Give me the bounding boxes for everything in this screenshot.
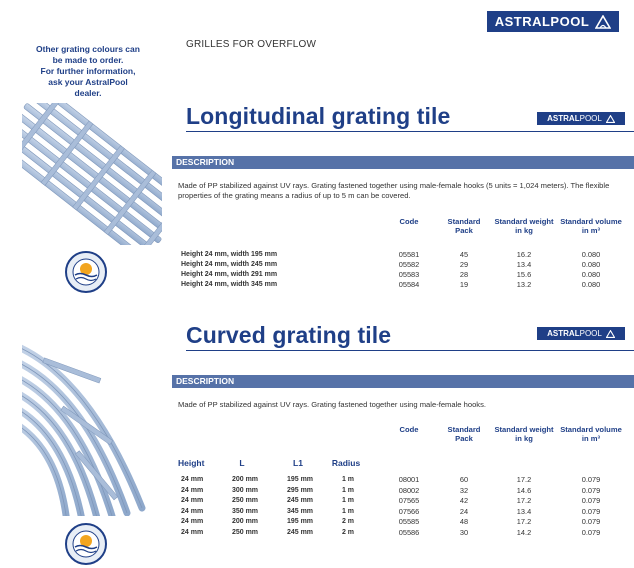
col-header-line: Pack [455,225,473,235]
col-header-pack [440,426,488,443]
row-pack: 19 [459,280,469,289]
description-text: Made of PP stabilized against UV rays. Grating fastened together using male-female hooks (5 units = 1,024 meters). The flexible properties of the grating means a radius of up to 5 m can be covered. [178,181,610,200]
table-row [181,528,626,539]
row-weight: 17.2 [516,475,532,484]
row-label: Height 24 mm, width 291 mm [181,271,278,278]
row-volume: 0.079 [581,527,601,537]
table-row [181,496,626,507]
row-weight: 17.2 [516,517,532,526]
row-weight: 13.4 [516,260,532,269]
row-label: Height 24 mm, width 245 mm [181,261,278,268]
brand-name-thin: POOL [579,114,602,123]
table-row [181,250,626,260]
row-code: 05583 [398,270,420,279]
row-l: 350 mm [231,507,259,515]
row-l1: 245 mm [286,497,314,504]
row-l1: 345 mm [286,507,314,515]
table-row [181,507,626,518]
row-l: 250 mm [231,497,259,504]
row-radius: 1 m [341,486,355,494]
row-pack: 24 [459,506,469,516]
table-row [181,260,626,270]
row-code: 05585 [398,517,420,526]
row-pack: 30 [459,527,469,537]
astralpool-logo [487,11,619,32]
row-radius: 1 m [341,507,355,515]
brand-name-main: ASTRAL [547,329,580,338]
row-radius: 1 m [341,497,355,504]
brand-name-main: ASTRAL [547,114,580,123]
col-header-line: Standard weight [494,425,554,434]
row-pack: 60 [459,475,469,484]
row-l: 250 mm [231,528,259,536]
col-header-line: Pack [455,433,473,443]
row-l: 200 mm [231,476,259,483]
table-row [181,486,626,497]
longitudinal-grating-image [22,103,162,245]
row-height: 24 mm [181,497,204,504]
sidebar-note [32,44,144,99]
row-l: 200 mm [231,518,259,525]
col-header-radius: Radius [331,458,361,468]
table-row [181,475,626,486]
col-header-weight [492,426,556,443]
col-header-l: L [239,458,245,468]
curved-grating-image [22,328,170,516]
row-code: 05584 [398,280,420,289]
description-text: Made of PP stabilized against UV rays. Grating fastened together using male-female hooks. [178,400,486,409]
col-header-volume [558,218,624,235]
row-pack: 45 [459,250,469,259]
col-header-line: Standard volume [560,425,622,434]
table-row [181,280,626,290]
brand-name: ASTRALPOOL [494,14,590,29]
sidebar-note-line: ask your AstralPool [48,77,128,87]
row-weight: 14.6 [516,485,532,495]
section-rule [186,350,634,351]
row-weight: 15.6 [516,270,532,279]
row-volume: 0.080 [581,280,601,289]
col-header-line: Standard [447,217,481,226]
row-weight: 16.2 [516,250,532,259]
row-l1: 295 mm [286,486,314,494]
row-code: 05586 [398,527,420,537]
col-header-height: Height [178,458,205,468]
sidebar-note-line: Other grating colours can [36,44,140,54]
commercial-pool-badge [64,250,108,294]
section-label: GRILLES FOR OVERFLOW [186,39,317,50]
row-label: Height 24 mm, width 195 mm [181,251,278,258]
row-weight: 17.2 [516,496,532,505]
table-row [181,270,626,280]
row-pack: 42 [459,496,469,505]
col-header-line: Standard [447,425,481,434]
row-radius: 2 m [341,518,355,525]
longitudinal-table [181,250,626,290]
row-pack: 28 [459,270,469,279]
brand-name-thin: POOL [579,329,602,338]
col-header-l1: L1 [293,458,303,468]
row-volume: 0.080 [581,260,601,269]
col-header-line: Standard volume [560,217,622,226]
sidebar-note-line: be made to order. [52,55,124,65]
astralpool-small-logo [537,112,625,125]
row-l1: 245 mm [286,528,314,536]
row-height: 24 mm [181,476,204,483]
row-code: 08001 [398,475,420,484]
col-header-code: Code [399,425,419,434]
row-l1: 195 mm [286,518,314,525]
sidebar-note-line: For further information, [40,66,136,76]
col-header-line: in kg [515,433,533,443]
sidebar-note-line: dealer. [74,88,102,98]
col-header-pack [440,218,488,235]
table-row [181,517,626,528]
logo-triangle-icon [606,330,615,338]
commercial-pool-badge [64,522,108,566]
row-weight: 14.2 [516,527,532,537]
logo-triangle-icon [595,15,611,29]
description-header: DESCRIPTION [172,375,634,388]
row-weight: 13.4 [516,506,532,516]
section-rule [186,131,634,132]
row-height: 24 mm [181,507,204,515]
row-l: 300 mm [231,486,259,494]
row-code: 05581 [398,250,420,259]
row-code: 05582 [398,260,420,269]
row-label: Height 24 mm, width 345 mm [181,281,278,288]
row-radius: 1 m [341,476,355,483]
row-volume: 0.080 [581,250,601,259]
curved-title: Curved grating tile [186,322,392,348]
row-height: 24 mm [181,486,204,494]
row-code: 07566 [398,506,420,516]
row-radius: 2 m [341,528,355,536]
row-pack: 48 [459,517,469,526]
row-volume: 0.079 [581,475,601,484]
row-volume: 0.080 [581,270,601,279]
col-header-line: Standard weight [494,217,554,226]
row-volume: 0.079 [581,517,601,526]
col-header-weight [492,218,556,235]
row-volume: 0.079 [581,496,601,505]
row-pack: 32 [459,485,469,495]
row-pack: 29 [459,260,469,269]
astralpool-small-logo [537,327,625,340]
curved-table [181,475,626,538]
row-l1: 195 mm [286,476,314,483]
row-code: 07565 [398,496,420,505]
row-volume: 0.079 [581,485,601,495]
row-volume: 0.079 [581,506,601,516]
row-height: 24 mm [181,528,204,536]
col-header-volume [558,426,624,443]
row-weight: 13.2 [516,280,532,289]
row-code: 08002 [398,485,420,495]
row-height: 24 mm [181,518,204,525]
col-header-line: in m³ [581,225,601,235]
col-header-line: in m³ [581,433,601,443]
col-header-line: in kg [515,225,533,235]
col-header-code: Code [399,217,419,226]
description-header: DESCRIPTION [172,156,634,169]
logo-triangle-icon [606,115,615,123]
longitudinal-title: Longitudinal grating tile [186,103,451,129]
